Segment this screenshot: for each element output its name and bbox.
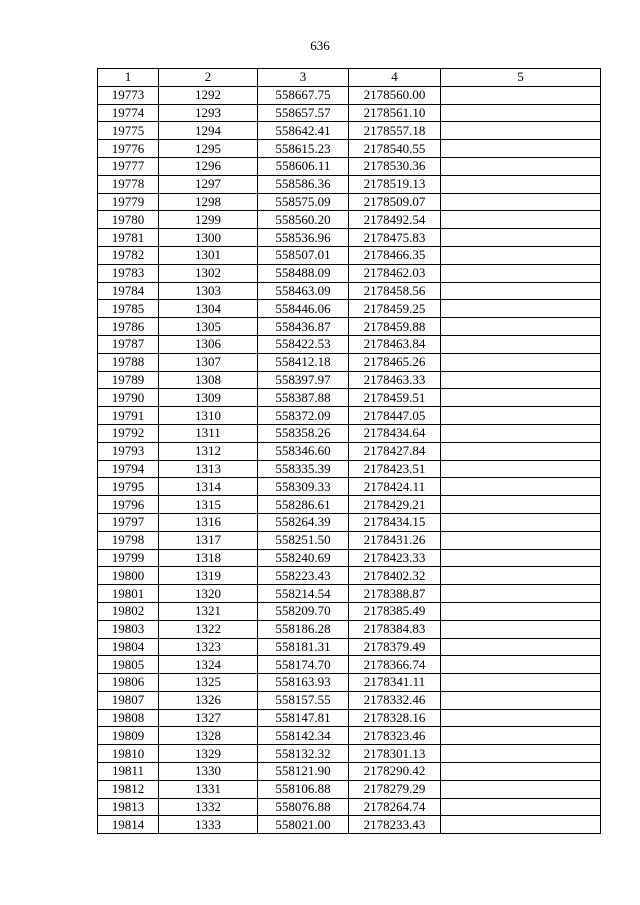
y-coordinate-cell: 2178279.29	[349, 780, 441, 798]
table-row	[98, 709, 601, 727]
x-coordinate-cell: 558446.06	[258, 300, 349, 318]
note-cell	[441, 211, 601, 229]
y-coordinate-cell: 2178332.46	[349, 691, 441, 709]
point-number-cell: 1332	[159, 798, 258, 816]
point-id-cell: 19781	[98, 229, 159, 247]
note-cell	[441, 674, 601, 692]
note-cell	[441, 656, 601, 674]
header-row	[98, 69, 601, 87]
y-coordinate-cell: 2178290.42	[349, 763, 441, 781]
note-cell	[441, 460, 601, 478]
note-cell	[441, 763, 601, 781]
point-id-cell: 19814	[98, 816, 159, 834]
point-id-cell: 19813	[98, 798, 159, 816]
x-coordinate-cell: 558286.61	[258, 496, 349, 514]
note-cell	[441, 567, 601, 585]
y-coordinate-cell: 2178459.51	[349, 389, 441, 407]
y-coordinate-cell: 2178459.88	[349, 318, 441, 336]
table-row	[98, 193, 601, 211]
x-coordinate-cell: 558251.50	[258, 531, 349, 549]
note-cell	[441, 638, 601, 656]
coordinates-table	[97, 68, 601, 834]
point-id-cell: 19787	[98, 335, 159, 353]
point-number-cell: 1312	[159, 442, 258, 460]
y-coordinate-cell: 2178388.87	[349, 585, 441, 603]
x-coordinate-cell: 558335.39	[258, 460, 349, 478]
y-coordinate-cell: 2178557.18	[349, 122, 441, 140]
point-id-cell: 19812	[98, 780, 159, 798]
x-coordinate-cell: 558157.55	[258, 691, 349, 709]
note-cell	[441, 300, 601, 318]
note-cell	[441, 424, 601, 442]
note-cell	[441, 407, 601, 425]
x-coordinate-cell: 558309.33	[258, 478, 349, 496]
table-row	[98, 104, 601, 122]
point-id-cell: 19790	[98, 389, 159, 407]
x-coordinate-cell: 558606.11	[258, 157, 349, 175]
y-coordinate-cell: 2178447.05	[349, 407, 441, 425]
note-cell	[441, 353, 601, 371]
note-cell	[441, 442, 601, 460]
table-header	[98, 69, 601, 87]
note-cell	[441, 389, 601, 407]
point-id-cell: 19786	[98, 318, 159, 336]
x-coordinate-cell: 558186.28	[258, 620, 349, 638]
table-row	[98, 122, 601, 140]
y-coordinate-cell: 2178462.03	[349, 264, 441, 282]
note-cell	[441, 745, 601, 763]
point-number-cell: 1317	[159, 531, 258, 549]
x-coordinate-cell: 558147.81	[258, 709, 349, 727]
x-coordinate-cell: 558560.20	[258, 211, 349, 229]
x-coordinate-cell: 558575.09	[258, 193, 349, 211]
note-cell	[441, 549, 601, 567]
table-row	[98, 175, 601, 193]
note-cell	[441, 709, 601, 727]
x-coordinate-cell: 558642.41	[258, 122, 349, 140]
point-number-cell: 1308	[159, 371, 258, 389]
point-id-cell: 19778	[98, 175, 159, 193]
x-coordinate-cell: 558397.97	[258, 371, 349, 389]
point-id-cell: 19810	[98, 745, 159, 763]
point-number-cell: 1300	[159, 229, 258, 247]
column-header-2: 2	[159, 69, 258, 87]
point-id-cell: 19792	[98, 424, 159, 442]
note-cell	[441, 104, 601, 122]
x-coordinate-cell: 558142.34	[258, 727, 349, 745]
table-row	[98, 264, 601, 282]
point-id-cell: 19804	[98, 638, 159, 656]
note-cell	[441, 620, 601, 638]
x-coordinate-cell: 558358.26	[258, 424, 349, 442]
point-id-cell: 19798	[98, 531, 159, 549]
point-id-cell: 19785	[98, 300, 159, 318]
point-number-cell: 1319	[159, 567, 258, 585]
point-id-cell: 19802	[98, 602, 159, 620]
x-coordinate-cell: 558463.09	[258, 282, 349, 300]
point-number-cell: 1330	[159, 763, 258, 781]
table-row	[98, 602, 601, 620]
x-coordinate-cell: 558163.93	[258, 674, 349, 692]
point-id-cell: 19803	[98, 620, 159, 638]
y-coordinate-cell: 2178540.55	[349, 140, 441, 158]
point-number-cell: 1333	[159, 816, 258, 834]
table-row	[98, 300, 601, 318]
note-cell	[441, 318, 601, 336]
y-coordinate-cell: 2178429.21	[349, 496, 441, 514]
x-coordinate-cell: 558076.88	[258, 798, 349, 816]
y-coordinate-cell: 2178463.33	[349, 371, 441, 389]
point-number-cell: 1331	[159, 780, 258, 798]
point-id-cell: 19789	[98, 371, 159, 389]
x-coordinate-cell: 558615.23	[258, 140, 349, 158]
table-row	[98, 727, 601, 745]
x-coordinate-cell: 558121.90	[258, 763, 349, 781]
x-coordinate-cell: 558106.88	[258, 780, 349, 798]
table-row	[98, 424, 601, 442]
note-cell	[441, 496, 601, 514]
point-id-cell: 19793	[98, 442, 159, 460]
table-row	[98, 816, 601, 834]
point-number-cell: 1318	[159, 549, 258, 567]
point-number-cell: 1303	[159, 282, 258, 300]
y-coordinate-cell: 2178301.13	[349, 745, 441, 763]
y-coordinate-cell: 2178530.36	[349, 157, 441, 175]
y-coordinate-cell: 2178463.84	[349, 335, 441, 353]
point-number-cell: 1326	[159, 691, 258, 709]
point-id-cell: 19808	[98, 709, 159, 727]
x-coordinate-cell: 558387.88	[258, 389, 349, 407]
y-coordinate-cell: 2178423.51	[349, 460, 441, 478]
point-number-cell: 1311	[159, 424, 258, 442]
y-coordinate-cell: 2178341.11	[349, 674, 441, 692]
column-header-3: 3	[258, 69, 349, 87]
point-number-cell: 1320	[159, 585, 258, 603]
y-coordinate-cell: 2178323.46	[349, 727, 441, 745]
point-id-cell: 19807	[98, 691, 159, 709]
x-coordinate-cell: 558132.32	[258, 745, 349, 763]
note-cell	[441, 513, 601, 531]
point-id-cell: 19797	[98, 513, 159, 531]
table-body	[98, 86, 601, 833]
point-number-cell: 1315	[159, 496, 258, 514]
table-row	[98, 513, 601, 531]
point-id-cell: 19796	[98, 496, 159, 514]
table-row	[98, 229, 601, 247]
table-row	[98, 407, 601, 425]
x-coordinate-cell: 558507.01	[258, 246, 349, 264]
note-cell	[441, 175, 601, 193]
point-number-cell: 1298	[159, 193, 258, 211]
point-id-cell: 19773	[98, 86, 159, 104]
point-number-cell: 1296	[159, 157, 258, 175]
y-coordinate-cell: 2178459.25	[349, 300, 441, 318]
x-coordinate-cell: 558240.69	[258, 549, 349, 567]
table-row	[98, 460, 601, 478]
point-id-cell: 19809	[98, 727, 159, 745]
table-row	[98, 674, 601, 692]
point-id-cell: 19800	[98, 567, 159, 585]
note-cell	[441, 585, 601, 603]
y-coordinate-cell: 2178560.00	[349, 86, 441, 104]
point-number-cell: 1293	[159, 104, 258, 122]
point-id-cell: 19780	[98, 211, 159, 229]
table-row	[98, 157, 601, 175]
table-row	[98, 211, 601, 229]
table-row	[98, 335, 601, 353]
x-coordinate-cell: 558214.54	[258, 585, 349, 603]
point-id-cell: 19791	[98, 407, 159, 425]
y-coordinate-cell: 2178379.49	[349, 638, 441, 656]
point-number-cell: 1297	[159, 175, 258, 193]
y-coordinate-cell: 2178385.49	[349, 602, 441, 620]
point-id-cell: 19806	[98, 674, 159, 692]
y-coordinate-cell: 2178519.13	[349, 175, 441, 193]
page-number: 636	[310, 38, 330, 53]
point-id-cell: 19783	[98, 264, 159, 282]
table-row	[98, 531, 601, 549]
table-row	[98, 549, 601, 567]
x-coordinate-cell: 558264.39	[258, 513, 349, 531]
note-cell	[441, 602, 601, 620]
x-coordinate-cell: 558412.18	[258, 353, 349, 371]
point-id-cell: 19799	[98, 549, 159, 567]
point-id-cell: 19788	[98, 353, 159, 371]
point-number-cell: 1316	[159, 513, 258, 531]
note-cell	[441, 140, 601, 158]
y-coordinate-cell: 2178431.26	[349, 531, 441, 549]
note-cell	[441, 86, 601, 104]
y-coordinate-cell: 2178233.43	[349, 816, 441, 834]
point-number-cell: 1323	[159, 638, 258, 656]
column-header-5: 5	[441, 69, 601, 87]
table-row	[98, 246, 601, 264]
note-cell	[441, 816, 601, 834]
table-row	[98, 691, 601, 709]
note-cell	[441, 122, 601, 140]
x-coordinate-cell: 558021.00	[258, 816, 349, 834]
table-row	[98, 442, 601, 460]
note-cell	[441, 193, 601, 211]
y-coordinate-cell: 2178492.54	[349, 211, 441, 229]
y-coordinate-cell: 2178561.10	[349, 104, 441, 122]
table-row	[98, 585, 601, 603]
note-cell	[441, 264, 601, 282]
note-cell	[441, 282, 601, 300]
x-coordinate-cell: 558586.36	[258, 175, 349, 193]
note-cell	[441, 531, 601, 549]
table-row	[98, 86, 601, 104]
point-number-cell: 1313	[159, 460, 258, 478]
point-number-cell: 1299	[159, 211, 258, 229]
point-id-cell: 19782	[98, 246, 159, 264]
note-cell	[441, 229, 601, 247]
point-number-cell: 1307	[159, 353, 258, 371]
note-cell	[441, 335, 601, 353]
y-coordinate-cell: 2178509.07	[349, 193, 441, 211]
x-coordinate-cell: 558422.53	[258, 335, 349, 353]
x-coordinate-cell: 558209.70	[258, 602, 349, 620]
y-coordinate-cell: 2178328.16	[349, 709, 441, 727]
point-id-cell: 19811	[98, 763, 159, 781]
x-coordinate-cell: 558657.57	[258, 104, 349, 122]
point-number-cell: 1306	[159, 335, 258, 353]
x-coordinate-cell: 558536.96	[258, 229, 349, 247]
point-id-cell: 19794	[98, 460, 159, 478]
table-row	[98, 496, 601, 514]
y-coordinate-cell: 2178427.84	[349, 442, 441, 460]
point-number-cell: 1309	[159, 389, 258, 407]
table-row	[98, 478, 601, 496]
y-coordinate-cell: 2178466.35	[349, 246, 441, 264]
table-row	[98, 798, 601, 816]
x-coordinate-cell: 558488.09	[258, 264, 349, 282]
point-id-cell: 19774	[98, 104, 159, 122]
table-row	[98, 140, 601, 158]
point-number-cell: 1302	[159, 264, 258, 282]
point-number-cell: 1310	[159, 407, 258, 425]
y-coordinate-cell: 2178264.74	[349, 798, 441, 816]
table-row	[98, 780, 601, 798]
note-cell	[441, 691, 601, 709]
point-number-cell: 1294	[159, 122, 258, 140]
y-coordinate-cell: 2178384.83	[349, 620, 441, 638]
column-header-1: 1	[98, 69, 159, 87]
point-id-cell: 19805	[98, 656, 159, 674]
y-coordinate-cell: 2178465.26	[349, 353, 441, 371]
y-coordinate-cell: 2178475.83	[349, 229, 441, 247]
y-coordinate-cell: 2178458.56	[349, 282, 441, 300]
y-coordinate-cell: 2178424.11	[349, 478, 441, 496]
point-id-cell: 19795	[98, 478, 159, 496]
y-coordinate-cell: 2178402.32	[349, 567, 441, 585]
table-row	[98, 389, 601, 407]
point-id-cell: 19801	[98, 585, 159, 603]
point-id-cell: 19779	[98, 193, 159, 211]
x-coordinate-cell: 558174.70	[258, 656, 349, 674]
table-row	[98, 282, 601, 300]
point-number-cell: 1314	[159, 478, 258, 496]
note-cell	[441, 727, 601, 745]
note-cell	[441, 478, 601, 496]
point-number-cell: 1322	[159, 620, 258, 638]
point-number-cell: 1325	[159, 674, 258, 692]
table-row	[98, 371, 601, 389]
x-coordinate-cell: 558372.09	[258, 407, 349, 425]
point-number-cell: 1295	[159, 140, 258, 158]
table-row	[98, 763, 601, 781]
x-coordinate-cell: 558223.43	[258, 567, 349, 585]
point-number-cell: 1292	[159, 86, 258, 104]
x-coordinate-cell: 558346.60	[258, 442, 349, 460]
note-cell	[441, 246, 601, 264]
y-coordinate-cell: 2178434.64	[349, 424, 441, 442]
note-cell	[441, 157, 601, 175]
point-number-cell: 1301	[159, 246, 258, 264]
y-coordinate-cell: 2178434.15	[349, 513, 441, 531]
point-number-cell: 1305	[159, 318, 258, 336]
x-coordinate-cell: 558181.31	[258, 638, 349, 656]
column-header-4: 4	[349, 69, 441, 87]
table-row	[98, 638, 601, 656]
point-number-cell: 1324	[159, 656, 258, 674]
table-row	[98, 318, 601, 336]
note-cell	[441, 798, 601, 816]
table-row	[98, 353, 601, 371]
point-id-cell: 19776	[98, 140, 159, 158]
point-id-cell: 19777	[98, 157, 159, 175]
y-coordinate-cell: 2178366.74	[349, 656, 441, 674]
table-row	[98, 745, 601, 763]
y-coordinate-cell: 2178423.33	[349, 549, 441, 567]
x-coordinate-cell: 558667.75	[258, 86, 349, 104]
point-id-cell: 19775	[98, 122, 159, 140]
point-number-cell: 1327	[159, 709, 258, 727]
note-cell	[441, 780, 601, 798]
x-coordinate-cell: 558436.87	[258, 318, 349, 336]
table-row	[98, 567, 601, 585]
point-id-cell: 19784	[98, 282, 159, 300]
table-row	[98, 656, 601, 674]
point-number-cell: 1321	[159, 602, 258, 620]
point-number-cell: 1304	[159, 300, 258, 318]
table-row	[98, 620, 601, 638]
point-number-cell: 1328	[159, 727, 258, 745]
point-number-cell: 1329	[159, 745, 258, 763]
note-cell	[441, 371, 601, 389]
